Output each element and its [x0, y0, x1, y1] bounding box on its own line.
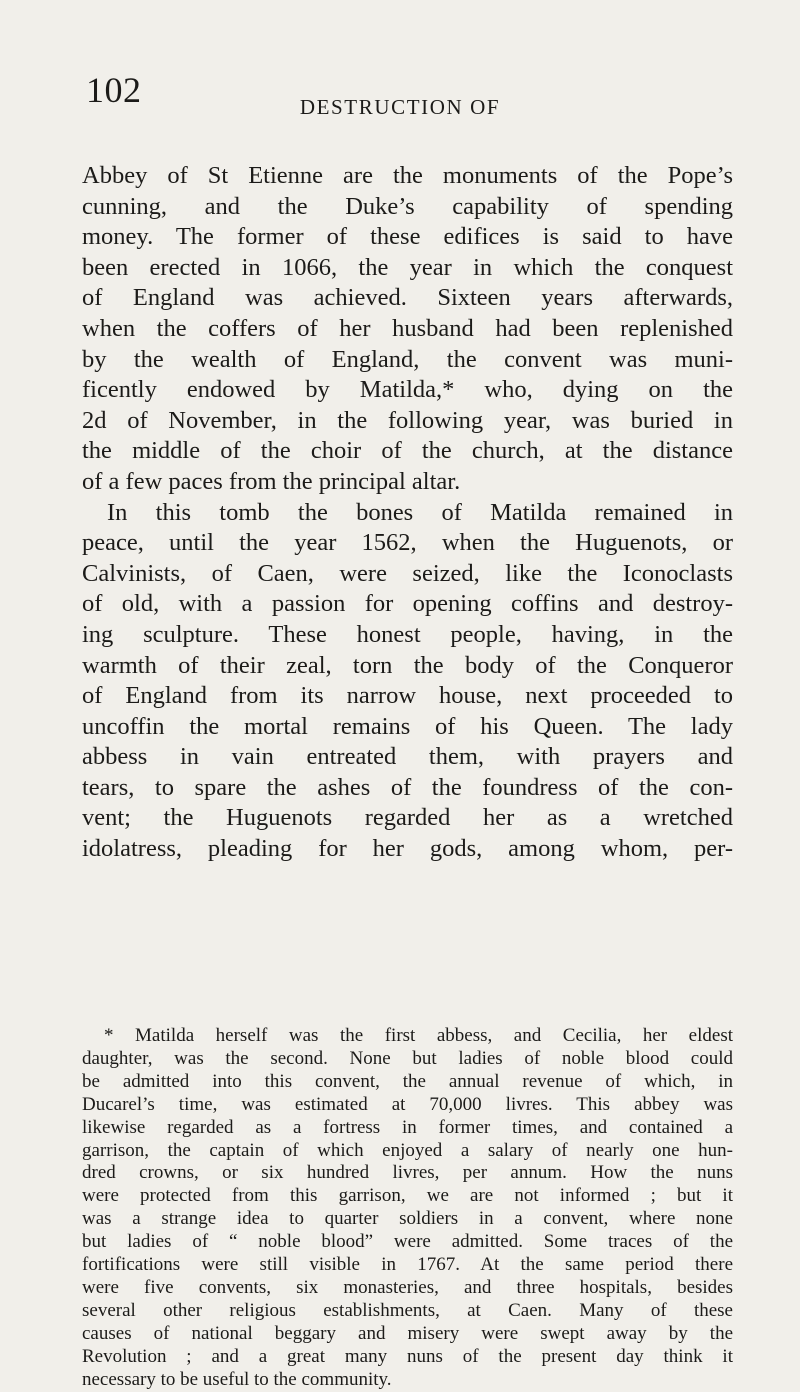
footnote-line: was a strange idea to quarter soldiers in a convent, where none: [82, 1208, 733, 1230]
body-line: been erected in 1066, the year in which the conquest: [82, 253, 733, 281]
body-line: cunning, and the Duke’s capability of spending: [82, 192, 733, 220]
footnote-line: but ladies of “ noble blood” were admitted. Some traces of the: [82, 1231, 733, 1253]
body-line: Calvinists, of Caen, were seized, like the Iconoclasts: [82, 559, 733, 587]
body-line: vent; the Huguenots regarded her as a wretched: [82, 804, 733, 832]
body-line: idolatress, pleading for her gods, among whom, per-: [82, 835, 733, 863]
footnote-line: were protected from this garrison, we are not informed ; but it: [82, 1185, 733, 1207]
page-number: 102: [86, 70, 142, 110]
footnote: [82, 1025, 733, 1392]
body-line: Abbey of St Etienne are the monuments of the Pope’s: [82, 162, 733, 189]
body-line: ficently endowed by Matilda,* who, dying on the: [82, 376, 733, 404]
footnote-line: causes of national beggary and misery were swept away by the: [82, 1322, 733, 1344]
footnote-line: were five convents, six monasteries, and three hospitals, besides: [82, 1276, 733, 1298]
footnote-line: Revolution ; and a great many nuns of the present day think it: [82, 1345, 733, 1367]
body-line: abbess in vain entreated them, with prayers and: [82, 743, 733, 771]
body-line: warmth of their zeal, torn the body of the Conqueror: [82, 651, 733, 679]
footnote-line: fortifications were still visible in 1767. At the same period there: [82, 1254, 733, 1276]
body-line: 2d of November, in the following year, was buried in: [82, 406, 733, 434]
body-line: of a few paces from the principal altar.: [82, 467, 461, 495]
running-head: DESTRUCTION OF: [299, 95, 501, 119]
body-line: by the wealth of England, the convent was muni-: [82, 345, 733, 373]
footnote-line: daughter, was the second. None but ladies of noble blood could: [82, 1047, 733, 1069]
body-line: when the coffers of her husband had been replenished: [82, 314, 733, 342]
footnote-line: likewise regarded as a fortress in former times, and contained a: [82, 1116, 733, 1138]
body-line: of old, with a passion for opening coffins and destroy-: [82, 590, 733, 618]
footnote-line: several other religious establishments, at Caen. Many of these: [82, 1299, 733, 1321]
footnote-line: be admitted into this convent, the annual revenue of which, in: [82, 1070, 733, 1092]
body-line: tears, to spare the ashes of the foundress of the con-: [82, 773, 733, 801]
body-line: of England was achieved. Sixteen years afterwards,: [82, 284, 733, 312]
body-line: uncoffin the mortal remains of his Queen. The lady: [82, 712, 733, 740]
body-line: money. The former of these edifices is said to have: [82, 223, 733, 251]
body-line: In this tomb the bones of Matilda remained in: [107, 498, 733, 526]
footnote-line: garrison, the captain of which enjoyed a salary of nearly one hun-: [82, 1139, 733, 1161]
footnote-line: dred crowns, or six hundred livres, per annum. How the nuns: [82, 1162, 733, 1184]
body-line: of England from its narrow house, next proceeded to: [82, 682, 733, 710]
footnote-line: Ducarel’s time, was estimated at 70,000 livres. This abbey was: [82, 1093, 733, 1115]
footnote-line: * Matilda herself was the first abbess, and Cecilia, her eldest: [104, 1025, 733, 1046]
body-line: the middle of the choir of the church, at the distance: [82, 437, 733, 465]
footnote-line: necessary to be useful to the community.: [82, 1368, 392, 1390]
body-line: peace, until the year 1562, when the Huguenots, or: [82, 529, 733, 557]
body-line: ing sculpture. These honest people, having, in the: [82, 620, 733, 648]
body-text: [82, 161, 733, 865]
